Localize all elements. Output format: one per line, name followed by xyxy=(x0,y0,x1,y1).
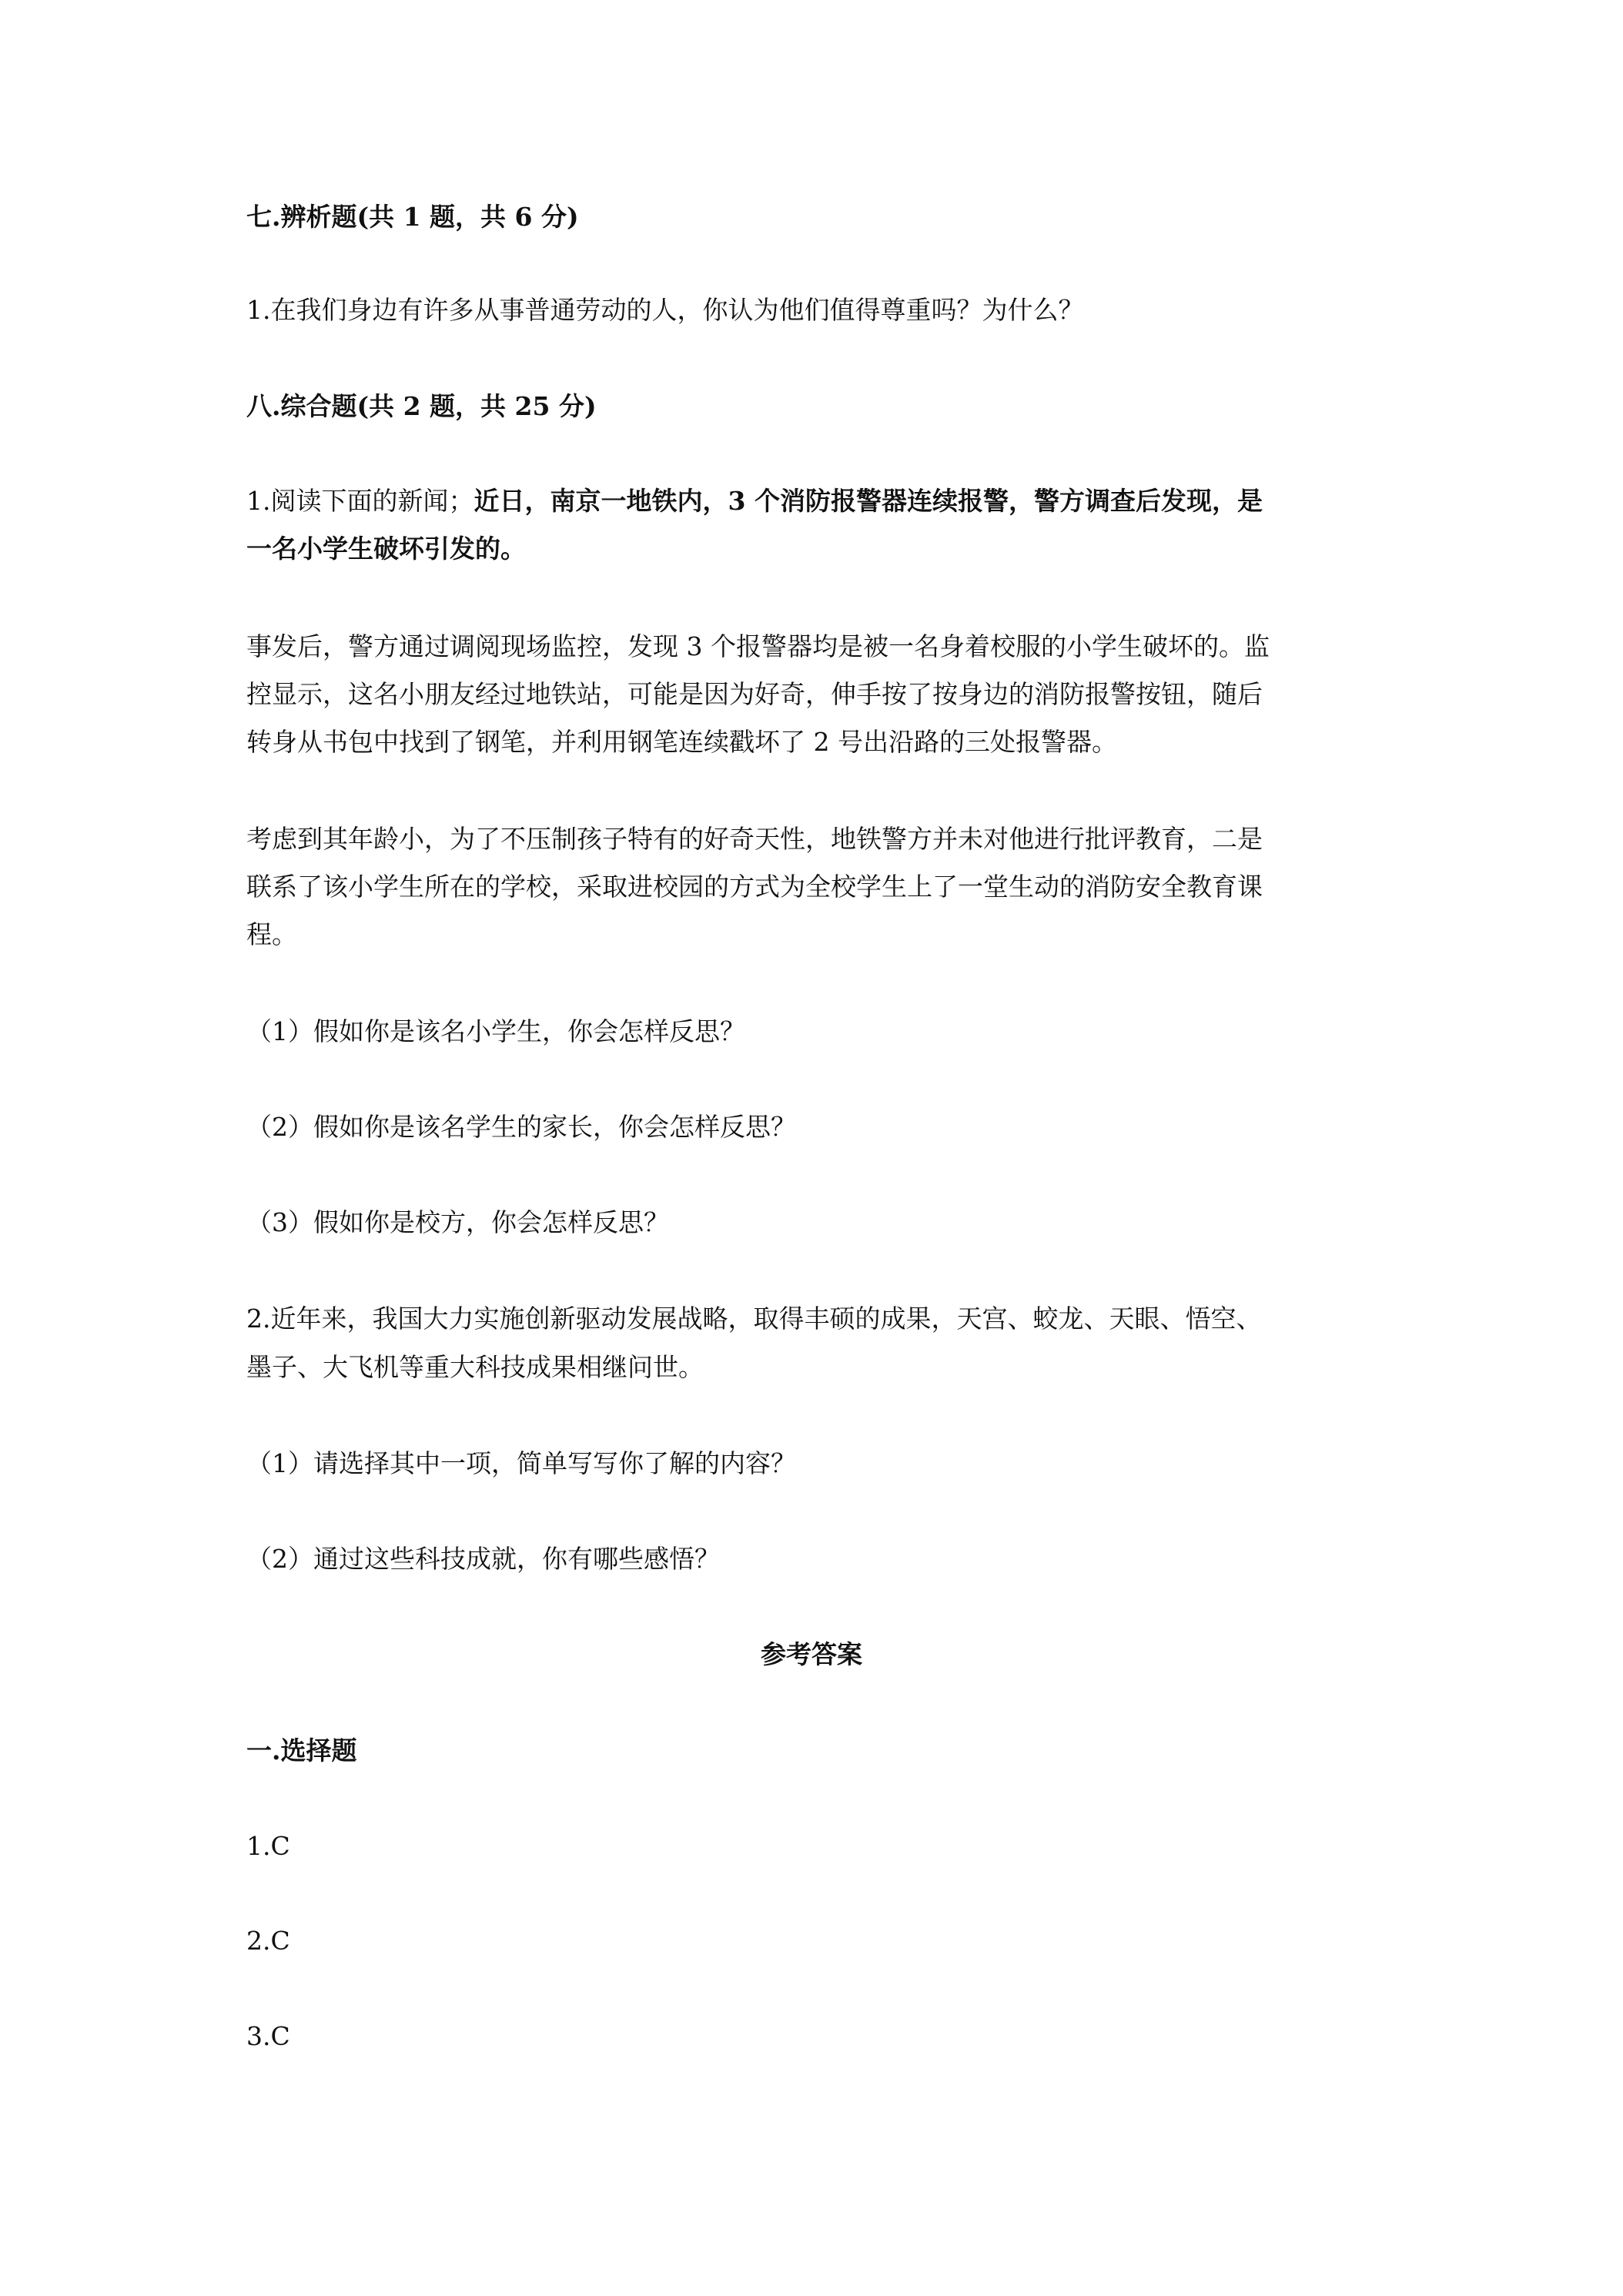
q1-para1-line2: 控显示，这名小朋友经过地铁站，可能是因为好奇，伸手按了按身边的消防报警按钮，随后 xyxy=(246,679,1263,709)
q1-intro-prefix: 1.阅读下面的新闻； xyxy=(246,486,474,516)
q1-intro-bold: 近日，南京一地铁内，3 个消防报警器连续报警，警方调查后发现，是 xyxy=(474,486,1263,516)
section7-heading: 七.辨析题(共 1 题，共 6 分) xyxy=(246,202,579,232)
q2-line2: 墨子、大飞机等重大科技成果相继问世。 xyxy=(246,1352,704,1382)
q2-line1: 2.近年来，我国大力实施创新驱动发展战略，取得丰硕的成果，天宫、蛟龙、天眼、悟空、 xyxy=(246,1304,1262,1334)
q1-para1-line1: 事发后，警方通过调阅现场监控，发现 3 个报警器均是被一名身着校服的小学生破坏的。监 xyxy=(246,631,1270,661)
q2-sub-1: （1）请选择其中一项，简单写写你了解的内容？ xyxy=(246,1448,796,1478)
section7-question-1: 1.在我们身边有许多从事普通劳动的人，你认为他们值得尊重吗？为什么？ xyxy=(246,295,1084,325)
section8-q1-intro-line2: 一名小学生破坏引发的。 xyxy=(246,534,526,564)
answer-item: 2.C xyxy=(246,1926,290,1956)
q1-sub-2: （2）假如你是该名学生的家长，你会怎样反思？ xyxy=(246,1112,796,1142)
q1-sub-3: （3）假如你是校方，你会怎样反思？ xyxy=(246,1207,669,1237)
section8-q1-intro xyxy=(246,486,1386,517)
q1-para2-line1: 考虑到其年龄小，为了不压制孩子特有的好奇天性，地铁警方并未对他进行批评教育，二是 xyxy=(246,824,1263,854)
q1-sub-1: （1）假如你是该名小学生，你会怎样反思？ xyxy=(246,1016,745,1046)
answers-section1-heading: 一.选择题 xyxy=(246,1735,357,1766)
q2-sub-2: （2）通过这些科技成就，你有哪些感悟？ xyxy=(246,1544,720,1574)
q1-para2-line3: 程。 xyxy=(246,919,297,949)
answer-item: 1.C xyxy=(246,1831,290,1861)
q1-para2-line2: 联系了该小学生所在的学校，采取进校园的方式为全校学生上了一堂生动的消防安全教育课 xyxy=(246,872,1263,902)
section8-heading: 八.综合题(共 2 题，共 25 分) xyxy=(246,391,597,421)
answer-item: 3.C xyxy=(246,2021,290,2051)
answers-title: 参考答案 xyxy=(761,1639,862,1669)
q1-para1-line3: 转身从书包中找到了钢笔，并利用钢笔连续戳坏了 2 号出沿路的三处报警器。 xyxy=(246,727,1117,757)
